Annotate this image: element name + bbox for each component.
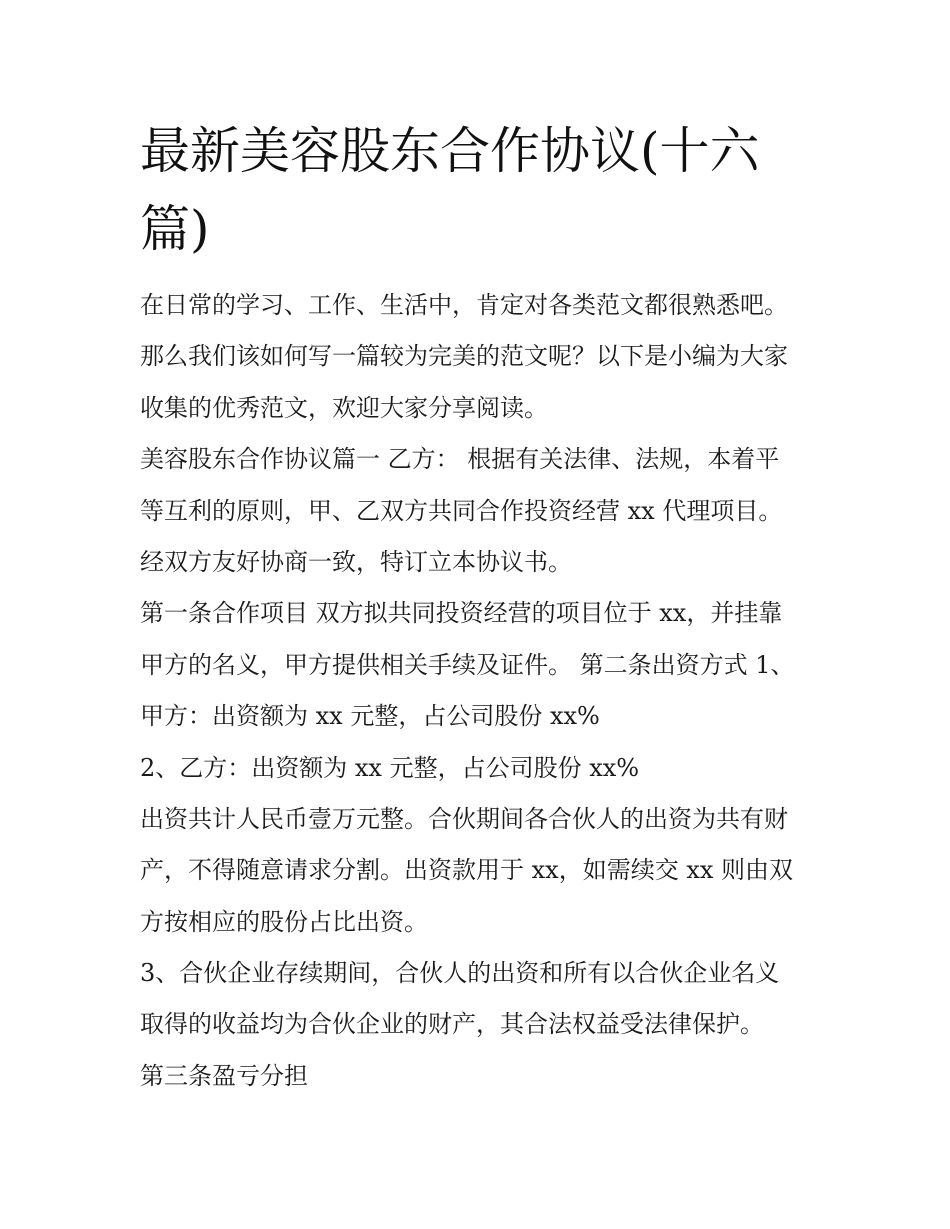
body-line: 产，不得随意请求分割。出资款用于 xx，如需续交 xx 则由双 <box>140 856 794 885</box>
body-line: 在日常的学习、工作、生活中，肯定对各类范文都很熟悉吧。 <box>140 291 788 319</box>
body-line: 方按相应的股份占比出资。 <box>140 907 428 936</box>
body-line: 甲方：出资额为 xx 元整，占公司股份 xx% <box>140 702 600 731</box>
document-title-line-1: 最新美容股东合作协议(十六 <box>140 122 760 180</box>
body-line: 那么我们该如何写一篇较为完美的范文呢？以下是小编为大家 <box>140 342 788 371</box>
document-body <box>140 280 830 1102</box>
body-line: 第三条盈亏分担 <box>140 1061 308 1090</box>
document-title-line-2: 篇) <box>140 200 210 258</box>
body-line: 出资共计人民币壹万元整。合伙期间各合伙人的出资为共有财 <box>140 804 788 833</box>
body-line: 2、乙方：出资额为 xx 元整，占公司股份 xx% <box>140 753 640 782</box>
document-title <box>140 112 820 268</box>
body-line: 取得的收益均为合伙企业的财产，其合法权益受法律保护。 <box>140 1010 764 1039</box>
body-line: 收集的优秀范文，欢迎大家分享阅读。 <box>140 393 548 422</box>
body-line: 甲方的名义，甲方提供相关手续及证件。 第二条出资方式 1、 <box>140 650 795 679</box>
body-line: 3、合伙企业存续期间，合伙人的出资和所有以合伙企业名义 <box>140 959 780 988</box>
body-line: 经双方友好协商一致，特订立本协议书。 <box>140 547 572 576</box>
body-line: 美容股东合作协议篇一 乙方： 根据有关法律、法规，本着平 <box>140 445 780 474</box>
body-line: 等互利的原则，甲、乙双方共同合作投资经营 xx 代理项目。 <box>140 496 783 525</box>
body-line: 第一条合作项目 双方拟共同投资经营的项目位于 xx，并挂靠 <box>140 599 783 628</box>
